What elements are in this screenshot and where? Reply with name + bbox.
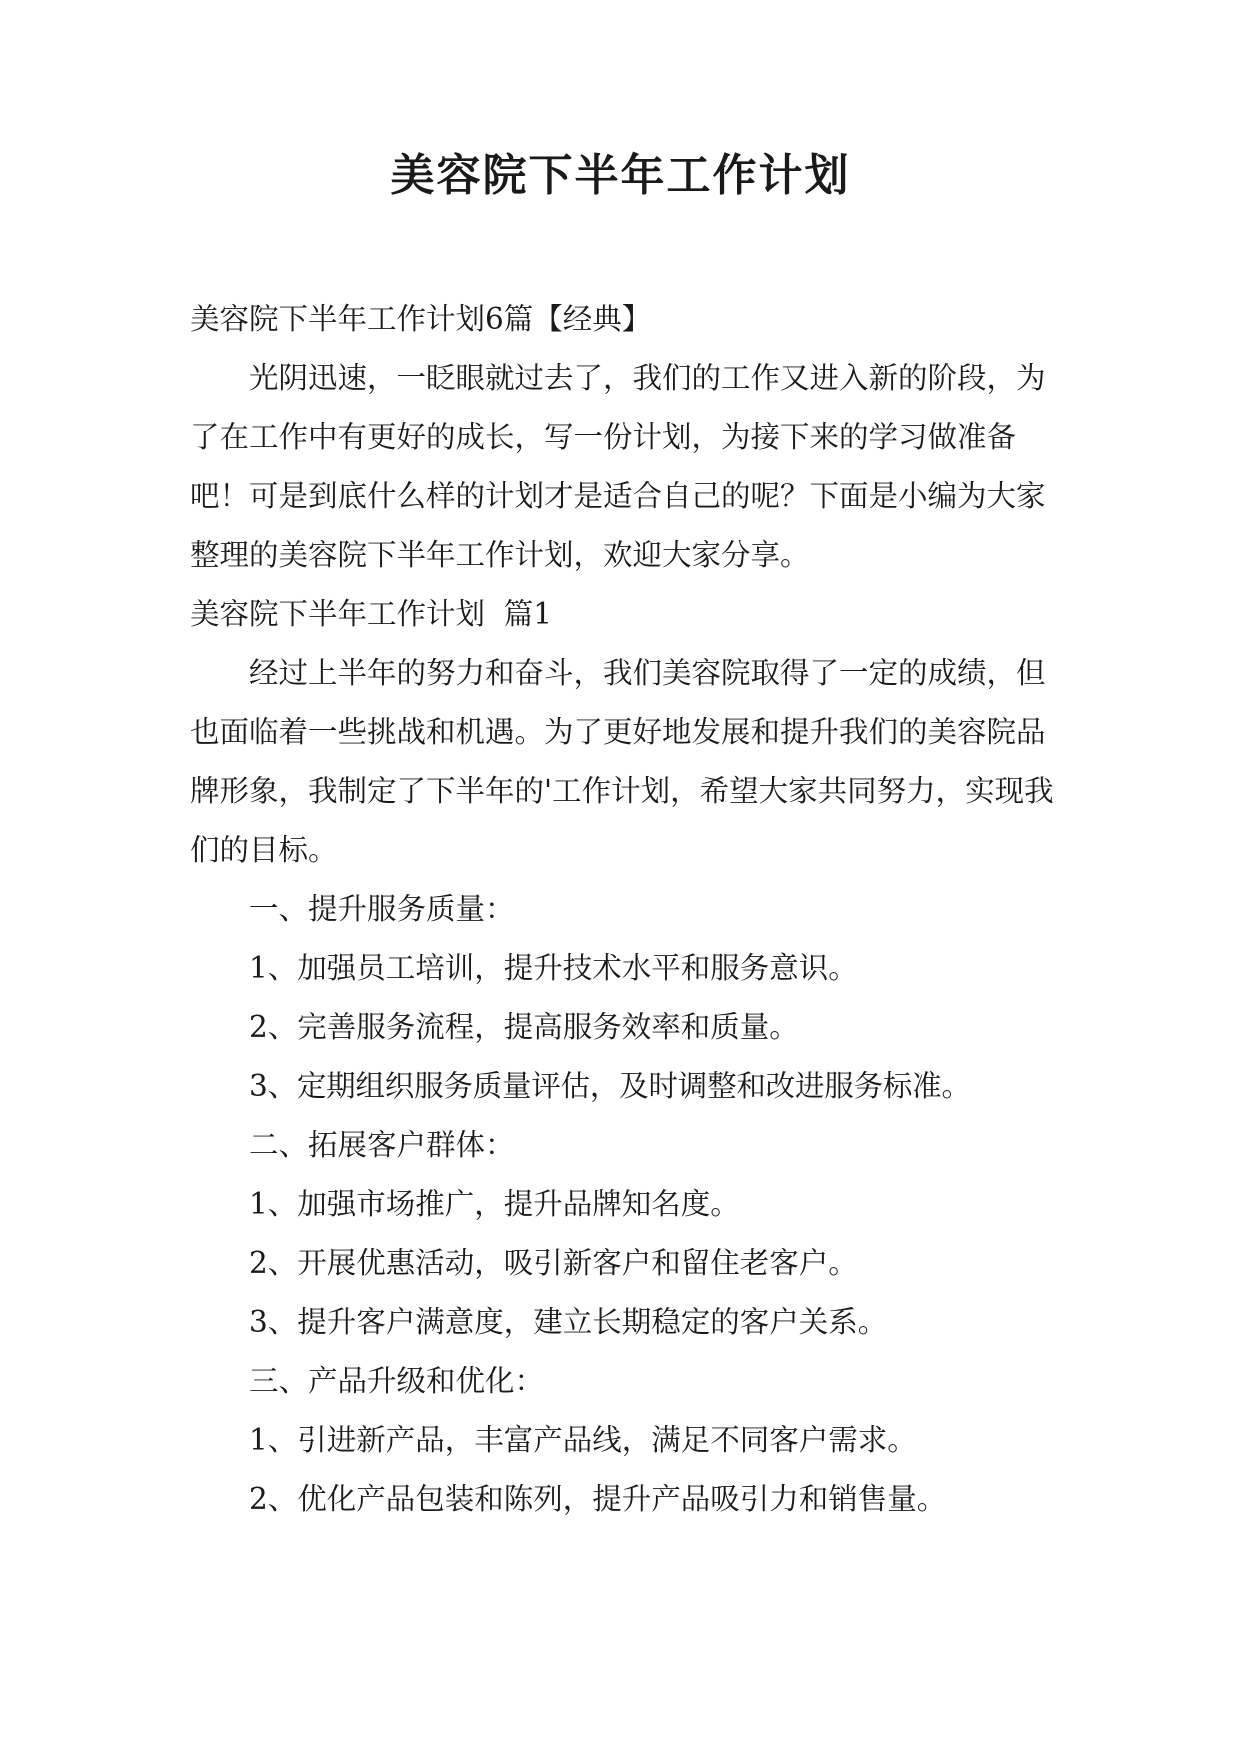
page-title: 美容院下半年工作计划 bbox=[390, 150, 851, 201]
list-item: 3、提升客户满意度，建立长期稳定的客户关系。 bbox=[249, 1305, 888, 1339]
list-item: 3、定期组织服务质量评估，及时调整和改进服务标准。 bbox=[249, 1069, 971, 1103]
list-item: 二、拓展客户群体： bbox=[249, 1128, 515, 1162]
intro-paragraph: 光阴迅速，一眨眼就过去了，我们的工作又进入新的阶段，为了在工作中有更好的成长，写一份计划，为接下来的学习做准备吧！可是到底什么样的计划才是适合自己的呢？下面是小编为大家整理的美容院下半年工作计划，欢迎大家分享。 bbox=[190, 361, 1046, 572]
list-item: 1、引进新产品，丰富产品线，满足不同客户需求。 bbox=[249, 1423, 917, 1457]
section-heading: 美容院下半年工作计划 篇1 bbox=[190, 597, 553, 631]
list-item: 1、加强员工培训，提升技术水平和服务意识。 bbox=[249, 951, 858, 985]
list-item: 三、产品升级和优化： bbox=[249, 1364, 545, 1398]
document-subtitle: 美容院下半年工作计划6篇【经典】 bbox=[190, 302, 652, 336]
section-intro-paragraph: 经过上半年的努力和奋斗，我们美容院取得了一定的成绩，但也面临着一些挑战和机遇。为了更好地发展和提升我们的美容院品牌形象，我制定了下半年的'工作计划，希望大家共同努力，实现我们的目标。 bbox=[190, 656, 1054, 867]
list-item: 2、完善服务流程，提高服务效率和质量。 bbox=[249, 1010, 799, 1044]
list-item: 1、加强市场推广，提升品牌知名度。 bbox=[249, 1187, 740, 1221]
list-item: 2、优化产品包装和陈列，提升产品吸引力和销售量。 bbox=[249, 1482, 947, 1516]
list-item: 一、提升服务质量： bbox=[249, 892, 515, 926]
document-body bbox=[190, 290, 1070, 1529]
list-item: 2、开展优惠活动，吸引新客户和留住老客户。 bbox=[249, 1246, 858, 1280]
